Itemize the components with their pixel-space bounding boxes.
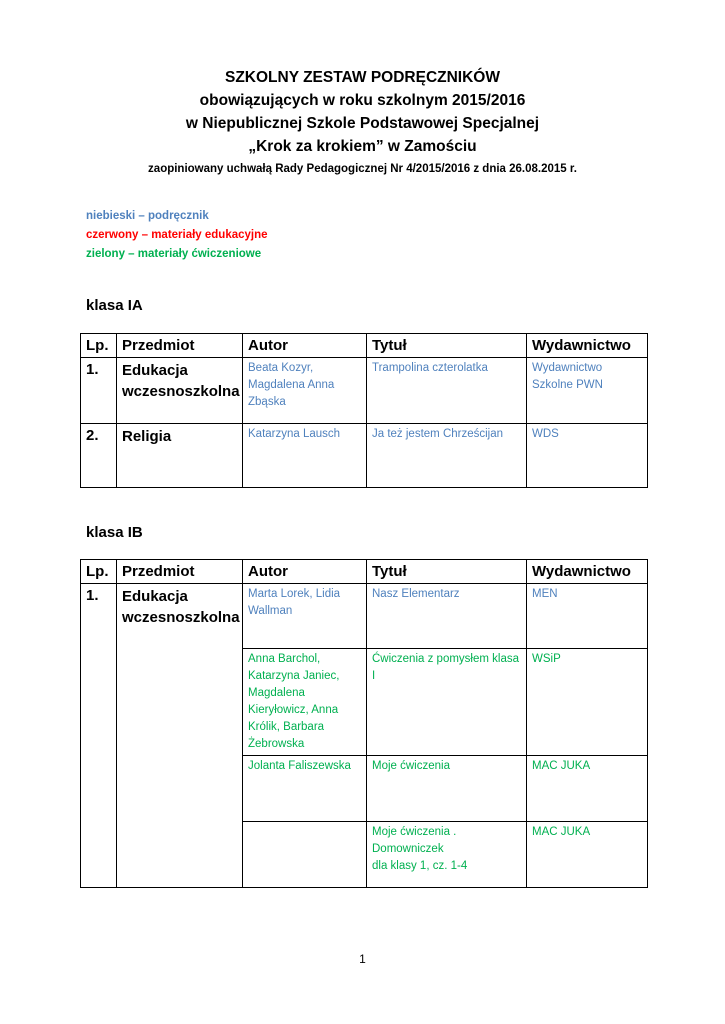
document-header xyxy=(40,66,685,179)
col-lp: Lp. xyxy=(81,560,117,584)
row-author: Beata Kozyr, Magdalena Anna Zbąska xyxy=(243,358,367,424)
row-author: Anna Barchol, Katarzyna Janiec, Magdalena Kieryłowicz, Anna Królik, Barbara Żebrowska xyxy=(243,649,367,756)
klasa-ia-table xyxy=(80,333,648,488)
title-line-2: obowiązujących w roku szkolnym 2015/2016 xyxy=(199,92,526,109)
row-title: Ćwiczenia z pomysłem klasa I xyxy=(367,649,527,756)
row-title: Moje ćwiczenia xyxy=(367,756,527,822)
table-header-row xyxy=(81,334,648,358)
row-title: Nasz Elementarz xyxy=(367,584,527,649)
klasa-ia-heading: klasa IA xyxy=(86,297,143,314)
resolution-line: zaopiniowany uchwałą Rady Pedagogicznej Nr 4/2015/2016 z dnia 26.08.2015 r. xyxy=(148,163,577,175)
legend-red: czerwony – materiały edukacyjne xyxy=(86,229,268,241)
klasa-ib-table xyxy=(80,559,648,888)
col-title: Tytuł xyxy=(367,334,527,358)
col-title: Tytuł xyxy=(367,560,527,584)
row-author: Jolanta Faliszewska xyxy=(243,756,367,822)
table-row xyxy=(81,584,648,649)
col-subject: Przedmiot xyxy=(117,334,243,358)
page-number: 1 xyxy=(359,952,366,966)
col-publisher: Wydawnictwo xyxy=(527,334,648,358)
title-line: dla klasy 1, cz. 1-4 xyxy=(372,860,468,872)
color-legend xyxy=(86,207,268,264)
col-lp: Lp. xyxy=(81,334,117,358)
row-subject: Edukacja wczesnoszkolna xyxy=(117,358,243,424)
row-subject: Religia xyxy=(117,424,243,488)
col-subject: Przedmiot xyxy=(117,560,243,584)
title-line: Moje ćwiczenia . xyxy=(372,826,457,838)
table-row xyxy=(81,358,648,424)
row-lp: 2. xyxy=(81,424,117,488)
row-lp: 1. xyxy=(81,584,117,888)
row-publisher: MAC JUKA xyxy=(527,756,648,822)
table-header-row xyxy=(81,560,648,584)
row-publisher: WDS xyxy=(527,424,648,488)
row-author: Marta Lorek, Lidia Wallman xyxy=(243,584,367,649)
table-row xyxy=(81,424,648,488)
row-author: Katarzyna Lausch xyxy=(243,424,367,488)
row-publisher: MEN xyxy=(527,584,648,649)
row-author xyxy=(243,822,367,888)
title-line-1: SZKOLNY ZESTAW PODRĘCZNIKÓW xyxy=(225,69,500,86)
title-line-4: „Krok za krokiem” w Zamościu xyxy=(248,138,477,155)
row-title: Trampolina czterolatka xyxy=(367,358,527,424)
col-author: Autor xyxy=(243,560,367,584)
legend-blue: niebieski – podręcznik xyxy=(86,210,209,222)
row-subject: Edukacja wczesnoszkolna xyxy=(117,584,243,888)
row-lp: 1. xyxy=(81,358,117,424)
legend-green: zielony – materiały ćwiczeniowe xyxy=(86,248,262,260)
row-publisher: MAC JUKA xyxy=(527,822,648,888)
klasa-ib-heading: klasa IB xyxy=(86,524,143,541)
row-title: Ja też jestem Chrześcijan xyxy=(367,424,527,488)
title-line: Domowniczek xyxy=(372,843,444,855)
row-title xyxy=(367,822,527,888)
col-publisher: Wydawnictwo xyxy=(527,560,648,584)
row-publisher: Wydawnictwo Szkolne PWN xyxy=(527,358,648,424)
col-author: Autor xyxy=(243,334,367,358)
title-line-3: w Niepublicznej Szkole Podstawowej Specjalnej xyxy=(185,115,540,132)
row-publisher: WSiP xyxy=(527,649,648,756)
